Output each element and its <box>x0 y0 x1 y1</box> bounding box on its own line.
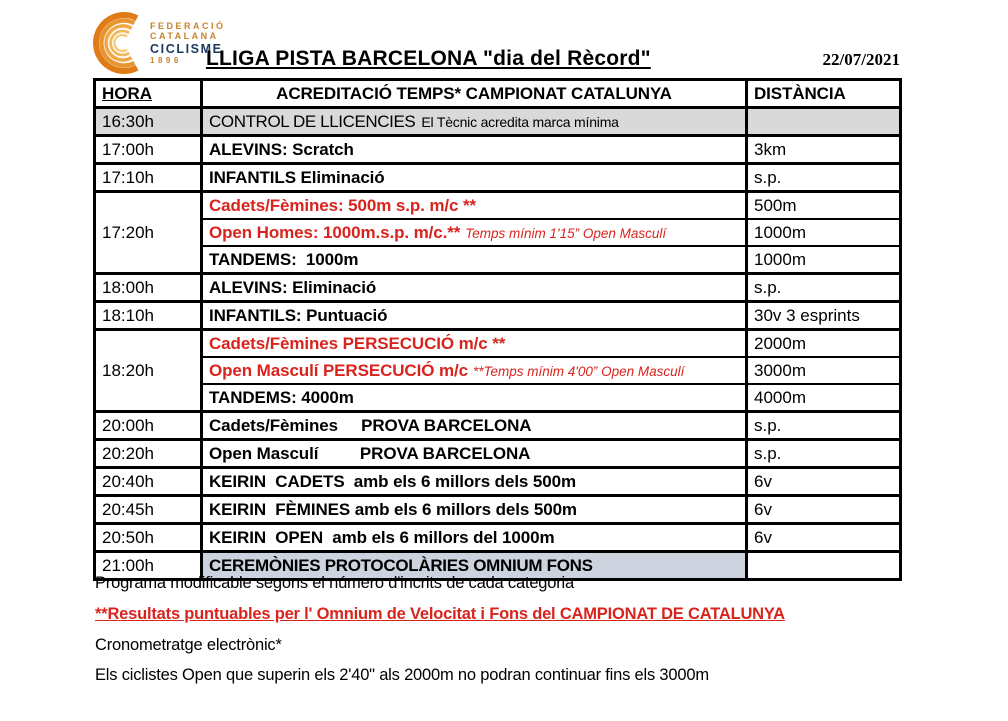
distance-cell: 1000m <box>747 219 901 246</box>
schedule-row-1720-c <box>95 246 901 274</box>
document-date: 22/07/2021 <box>822 50 900 69</box>
event-cell: TANDEMS: 1000m <box>202 246 747 274</box>
event-cell: CEREMÒNIES PROTOCOLÀRIES OMNIUM FONS <box>202 552 747 580</box>
logo-catalana-label: CATALANA <box>150 31 219 42</box>
logo-ciclisme-label: CICLISME <box>150 41 223 56</box>
time-cell: 17:20h <box>95 192 202 274</box>
distance-cell: 4000m <box>747 384 901 412</box>
event-cell: KEIRIN OPEN amb els 6 millors del 1000m <box>202 524 747 552</box>
distance-cell: 3km <box>747 136 901 164</box>
schedule-row-1820-c <box>95 384 901 412</box>
event-cell: Open Masculí PERSECUCIÓ m/c **Temps mínim 4'00” Open Masculí <box>202 357 747 384</box>
schedule-row-2045 <box>95 496 901 524</box>
schedule-row-1700 <box>95 136 901 164</box>
distance-cell: s.p. <box>747 440 901 468</box>
col-header-hora: HORA <box>95 80 202 108</box>
distance-cell: s.p. <box>747 274 901 302</box>
event-note: **Temps mínim 4'00” Open Masculí <box>472 363 685 379</box>
schedule-row-2050 <box>95 524 901 552</box>
time-cell: 18:10h <box>95 302 202 330</box>
time-cell: 20:50h <box>95 524 202 552</box>
time-cell: 21:00h <box>95 552 202 580</box>
event-cell: Open Homes: 1000m.s.p. m/c.** Temps mínim 1'15” Open Masculí <box>202 219 747 246</box>
event-cell: KEIRIN CADETS amb els 6 millors dels 500m <box>202 468 747 496</box>
time-cell: 17:00h <box>95 136 202 164</box>
schedule-row-1720-b <box>95 219 901 246</box>
event-note: Temps mínim 1'15” Open Masculí <box>465 225 667 241</box>
schedule-row-1820-a <box>95 330 901 358</box>
time-cell: 16:30h <box>95 108 202 136</box>
footer-notes <box>95 574 915 697</box>
col-header-distancia: DISTÀNCIA <box>747 80 901 108</box>
event-cell: Cadets/Fèmines PROVA BARCELONA <box>202 412 747 440</box>
logo-federacio-label: FEDERACIÓ <box>150 20 226 31</box>
time-cell: 17:10h <box>95 164 202 192</box>
page-title: LLIGA PISTA BARCELONA "dia del Rècord" <box>206 47 651 70</box>
distance-cell: 3000m <box>747 357 901 384</box>
event-cell: ALEVINS: Eliminació <box>202 274 747 302</box>
schedule-table <box>93 78 902 581</box>
event-cell: TANDEMS: 4000m <box>202 384 747 412</box>
schedule-row-2020 <box>95 440 901 468</box>
distance-cell: s.p. <box>747 164 901 192</box>
schedule-row-2000 <box>95 412 901 440</box>
event-cell: Cadets/Fèmines: 500m s.p. m/c ** <box>202 192 747 220</box>
schedule-row-1630 <box>95 108 901 136</box>
schedule-row-1720-a <box>95 192 901 220</box>
note-resultats-puntuables: **Resultats puntuables per l' Omnium de Velocitat i Fons del CAMPIONAT DE CATALUNYA <box>95 604 785 623</box>
distance-cell <box>747 108 901 136</box>
distance-cell: 6v <box>747 524 901 552</box>
event-cell: KEIRIN FÈMINES amb els 6 millors dels 500m <box>202 496 747 524</box>
note-cronometratge: Cronometratge electrònic* <box>95 635 282 654</box>
time-cell: 18:00h <box>95 274 202 302</box>
schedule-row-1810 <box>95 302 901 330</box>
distance-cell: 1000m <box>747 246 901 274</box>
distance-cell: 500m <box>747 192 901 220</box>
schedule-row-2040 <box>95 468 901 496</box>
event-cell: INFANTILS: Puntuació <box>202 302 747 330</box>
logo-year-label: 1896 <box>150 55 182 65</box>
note-ciclistes-open: Els ciclistes Open que superin els 2'40" als 2000m no podran continuar fins els 3000m <box>95 666 709 684</box>
time-cell: 18:20h <box>95 330 202 412</box>
event-cell: Open Masculí PROVA BARCELONA <box>202 440 747 468</box>
logo-arcs-icon <box>86 10 148 76</box>
time-cell: 20:00h <box>95 412 202 440</box>
time-cell: 20:40h <box>95 468 202 496</box>
event-cell: ALEVINS: Scratch <box>202 136 747 164</box>
event-cell: Cadets/Fèmines PERSECUCIÓ m/c ** <box>202 330 747 358</box>
distance-cell: 2000m <box>747 330 901 358</box>
note-program-modifiable: Programa modificable segons el número d'incrits de cada categoria <box>95 574 574 592</box>
event-note: El Tècnic acredita marca mínima <box>421 113 619 130</box>
schedule-row-1710 <box>95 164 901 192</box>
distance-cell: 30v 3 esprints <box>747 302 901 330</box>
event-cell: INFANTILS Eliminació <box>202 164 747 192</box>
schedule-row-1820-b <box>95 357 901 384</box>
distance-cell: 6v <box>747 468 901 496</box>
distance-cell: 6v <box>747 496 901 524</box>
distance-cell: s.p. <box>747 412 901 440</box>
schedule-row-1800 <box>95 274 901 302</box>
time-cell: 20:45h <box>95 496 202 524</box>
header-row <box>95 80 901 108</box>
event-cell: CONTROL DE LLICENCIES El Tècnic acredita marca mínima <box>202 108 747 136</box>
col-header-event: ACREDITACIÓ TEMPS* CAMPIONAT CATALUNYA <box>202 80 747 108</box>
time-cell: 20:20h <box>95 440 202 468</box>
